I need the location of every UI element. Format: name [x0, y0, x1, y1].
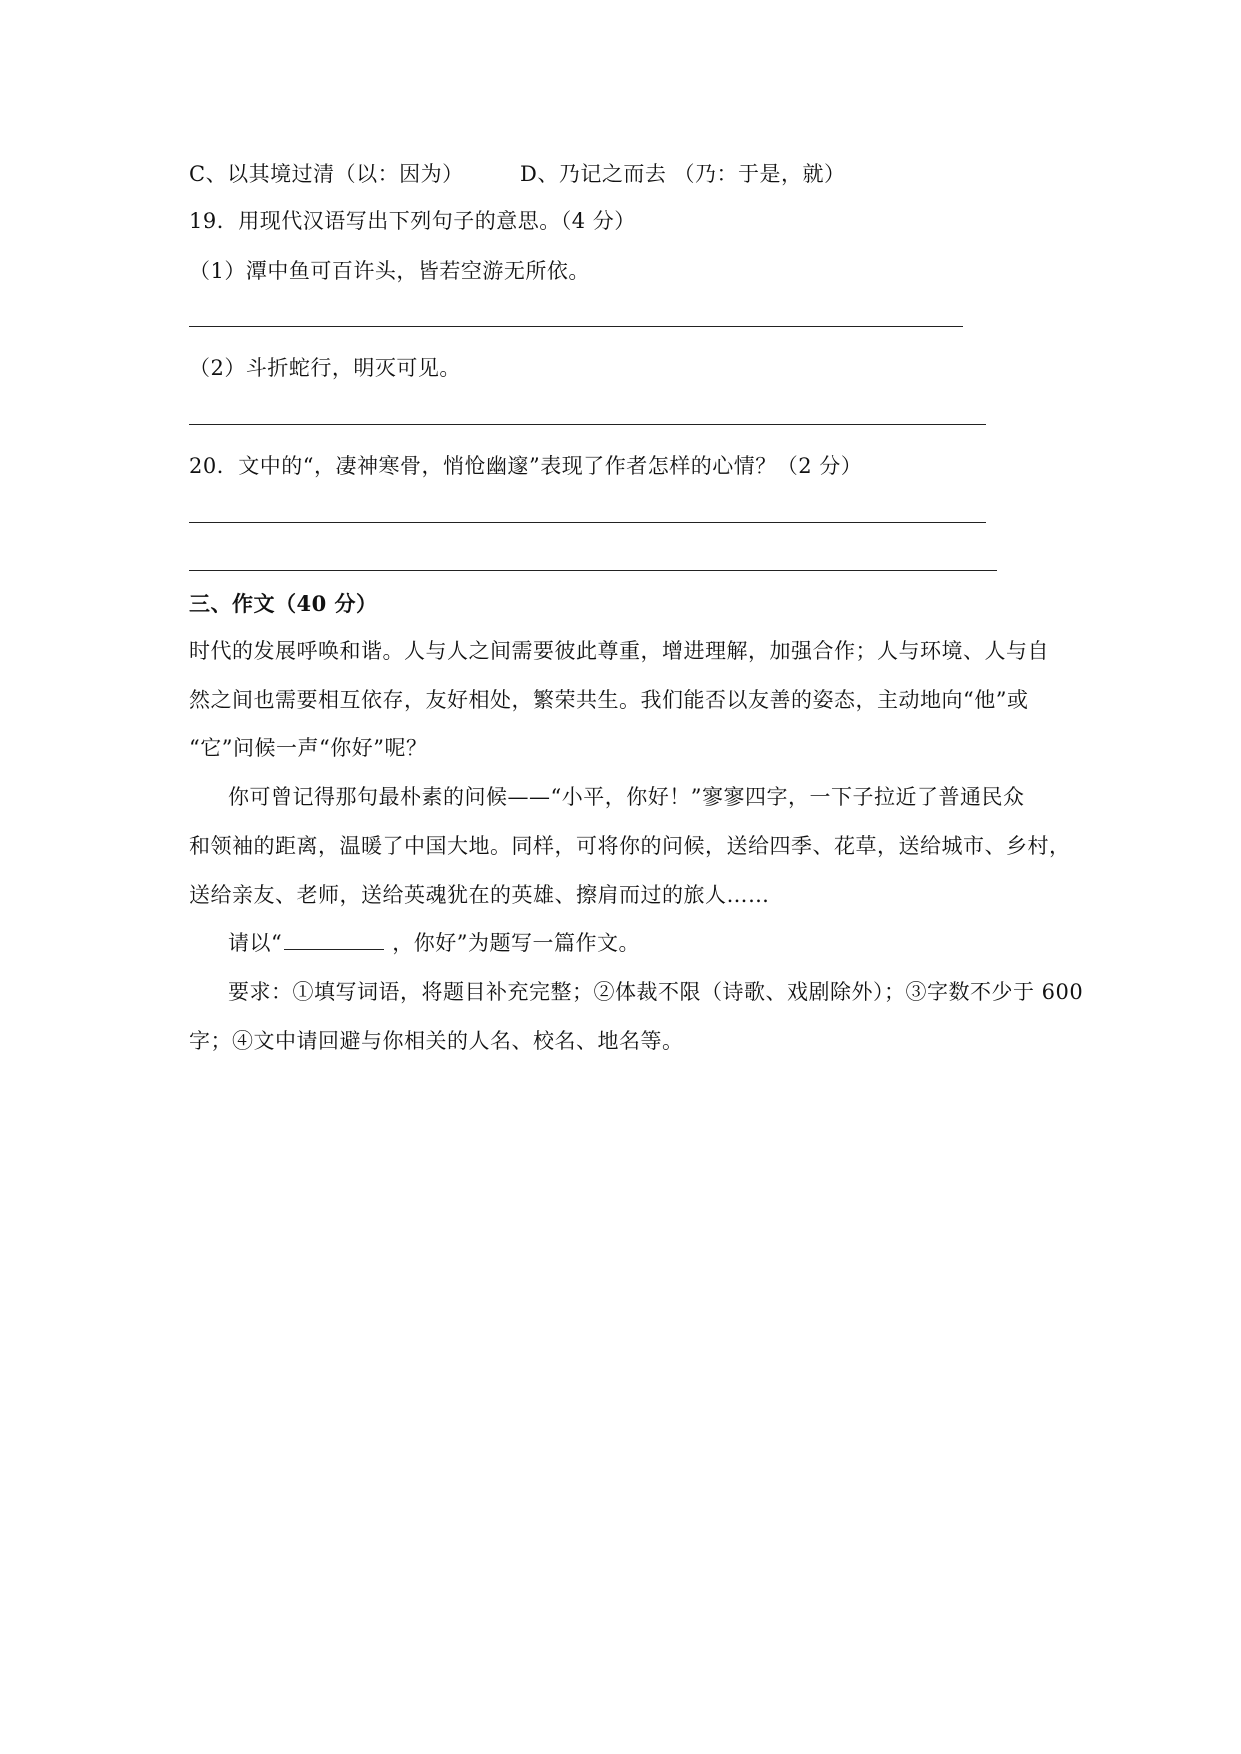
question-20-title: 20．文中的“，凄神寒骨，悄怆幽邃”表现了作者怎样的心情？（2 分）: [189, 454, 863, 478]
question-19-sentence-1: （1）潭中鱼可百许头，皆若空游无所依。: [189, 259, 590, 283]
answer-line-20-1[interactable]: [189, 522, 986, 523]
essay-para1-line2: 然之间也需要相互依存，友好相处，繁荣共生。我们能否以友善的姿态，主动地向“他”或: [189, 688, 1029, 712]
question-19-sentence-2: （2）斗折蛇行，明灭可见。: [189, 356, 461, 380]
essay-para2-line2: 和领袖的距离，温暖了中国大地。同样，可将你的问候，送给四季、花草，送给城市、乡村，: [189, 834, 1071, 858]
essay-prompt-end: ，你好”为题写一篇作文。: [392, 931, 640, 955]
essay-para2-line3: 送给亲友、老师，送给英魂犹在的英雄、擦肩而过的旅人……: [189, 883, 770, 907]
essay-para1-line1: 时代的发展呼唤和谐。人与人之间需要彼此尊重，增进理解，加强合作；人与环境、人与自: [189, 639, 1049, 663]
option-d: D、乃记之而去 （乃：于是，就）: [520, 162, 846, 186]
option-row: [189, 160, 889, 188]
essay-heading: 三、作文（40 分）: [189, 591, 378, 616]
answer-line-19-1[interactable]: [189, 326, 963, 327]
title-blank[interactable]: [284, 929, 384, 950]
essay-prompt-start: 请以“: [228, 931, 283, 955]
essay-para2-line1: 你可曾记得那句最朴素的问候——“小平，你好！”寥寥四字，一下子拉近了普通民众: [228, 785, 1025, 809]
essay-requirements-line1: 要求：①填写词语，将题目补充完整；②体裁不限（诗歌、戏剧除外）；③字数不少于 600: [228, 980, 1084, 1004]
essay-para1-line3: “它”问候一声“你好”呢？: [189, 736, 428, 760]
essay-prompt: [228, 929, 640, 957]
answer-line-20-2[interactable]: [189, 570, 997, 571]
answer-line-19-2[interactable]: [189, 424, 986, 425]
question-19-title: 19．用现代汉语写出下列句子的意思。（4 分）: [189, 209, 636, 233]
essay-requirements-line2: 字；④文中请回避与你相关的人名、校名、地名等。: [189, 1029, 684, 1053]
option-c: C、以其境过清（以：因为）: [189, 162, 464, 186]
